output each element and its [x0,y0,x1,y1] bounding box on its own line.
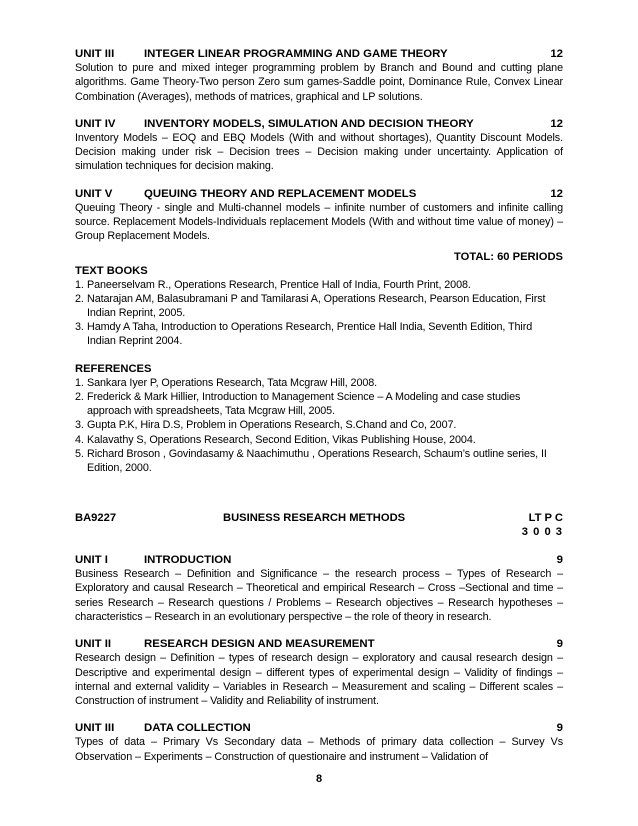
item-number: 2. [75,292,84,305]
unit-title: INVENTORY MODELS, SIMULATION AND DECISION THEORY [144,117,474,130]
list-item [75,292,563,320]
item-number: 4. [75,433,84,446]
ltpc-label: LT P C [528,512,563,525]
unit-section [75,117,563,174]
textbooks-heading: TEXT BOOKS [75,264,148,277]
document-page [75,47,563,777]
unit-body: Inventory Models – EOQ and EBQ Models (With and without shortages), Quantity Discount Models. Decision making under risk – Decision trees – Decision making under uncertainty. Application of simulation techniques for decision making. [75,131,563,173]
page-number: 8 [315,773,323,785]
item-text: Natarajan AM, Balasubramani P and Tamilarasi A, Operations Research, Pearson Education, First Indian Reprint, 2005. [87,292,546,320]
unit-body: Queuing Theory - single and Multi-channel models – infinite number of customers and infinite calling source. Replacement Models-Individuals replacement Models (With and without time value of money) – Group Replacement Models. [75,201,563,243]
list-item [75,320,563,348]
unit-body: Solution to pure and mixed integer programming problem by Branch and Bound and cutting plane algorithms. Game Theory-Two person Zero sum games-Saddle point, Dominance Rule, Convex Linear Combination (Averages), methods of matrices, graphical and LP solutions. [75,62,563,103]
list-item [75,278,563,292]
item-number: 2. [75,390,84,403]
unit-code: UNIT III [75,48,115,60]
item-text: Hamdy A Taha, Introduction to Operations Research, Prentice Hall India, Seventh Edition, Third Indian Reprint 2004. [87,321,533,348]
textbooks-list [75,278,563,349]
unit-section [75,47,563,104]
item-number: 3. [75,419,84,432]
unit-hours: 12 [550,48,563,60]
unit-hours: 9 [556,638,563,651]
item-number: 5. [75,447,84,460]
unit-title: QUEUING THEORY AND REPLACEMENT MODELS [144,187,417,200]
unit-hours: 9 [556,722,563,735]
unit-section [75,553,563,624]
list-item [75,376,563,390]
unit-section [75,187,563,244]
item-number: 3. [75,321,84,334]
unit-body: Business Research – Definition and Significance – the research process – Types of Research – Exploratory and causal Research – Theoretical and empirical Research – Cross –Sectional and time – series Research – Research questions / Problems – Research objectives – Research hypotheses – characteristics – Research in an evolutionary perspective – the role of theory in research. [75,568,563,623]
unit-code: UNIT I [75,554,108,567]
unit-hours: 9 [556,554,563,567]
unit-title: INTEGER LINEAR PROGRAMMING AND GAME THEORY [144,48,448,60]
unit-code: UNIT III [75,722,115,735]
unit-hours: 12 [550,187,563,200]
list-item [75,447,563,475]
unit-title: DATA COLLECTION [144,722,251,735]
unit-section [75,721,563,764]
unit-section [75,637,563,708]
item-text: Sankara Iyer P, Operations Research, Tata Mcgraw Hill, 2008. [87,376,378,389]
references-list [75,376,563,475]
item-text: Gupta P.K, Hira D.S, Problem in Operations Research, S.Chand and Co, 2007. [87,419,457,432]
unit-heading [75,637,563,651]
unit-title: RESEARCH DESIGN AND MEASUREMENT [144,638,375,651]
item-text: Kalavathy S, Operations Research, Second Edition, Vikas Publishing House, 2004. [87,433,476,446]
unit-heading [75,187,563,201]
item-text: Richard Broson , Govindasamy & Naachimuthu , Operations Research, Schaum’s outline series, II Edition, 2000. [87,447,547,474]
course-code: BA9227 [75,512,117,525]
ltpc-values: 3 0 0 3 [521,526,563,539]
course-title: BUSINESS RESEARCH METHODS [223,512,406,525]
unit-heading [75,117,563,131]
references-heading: REFERENCES [75,362,152,375]
list-item [75,418,563,432]
unit-code: UNIT IV [75,117,116,130]
list-item [75,433,563,447]
total-periods: TOTAL: 60 PERIODS [454,250,563,263]
unit-hours: 12 [550,117,563,130]
unit-body: Types of data – Primary Vs Secondary data – Methods of primary data collection – Survey Vs Observation – Experiments – Construction of questionaire and instrument – Validation of [75,736,563,763]
item-text: Frederick & Mark Hillier, Introduction to Management Science – A Modeling and case studies approach with spreadsheets, Tata Mcgraw Hill, 2005. [87,390,521,418]
unit-heading [75,47,563,61]
course-header [75,511,563,541]
unit-body: Research design – Definition – types of research design – exploratory and causal research design – Descriptive and experimental design – different types of experimental design – Validity of findings – internal and external validity – Variables in Research – Measurement and scaling – Different scales – Construction of instrument – Validity and Reliability of instrument. [75,652,563,708]
unit-title: INTRODUCTION [144,554,232,567]
unit-heading [75,721,563,735]
unit-heading [75,553,563,567]
unit-code: UNIT V [75,187,113,200]
unit-code: UNIT II [75,638,112,651]
item-number: 1. [75,376,84,389]
item-text: Paneerselvam R., Operations Research, Prentice Hall of India, Fourth Print, 2008. [87,278,471,291]
item-number: 1. [75,278,84,291]
list-item [75,390,563,418]
